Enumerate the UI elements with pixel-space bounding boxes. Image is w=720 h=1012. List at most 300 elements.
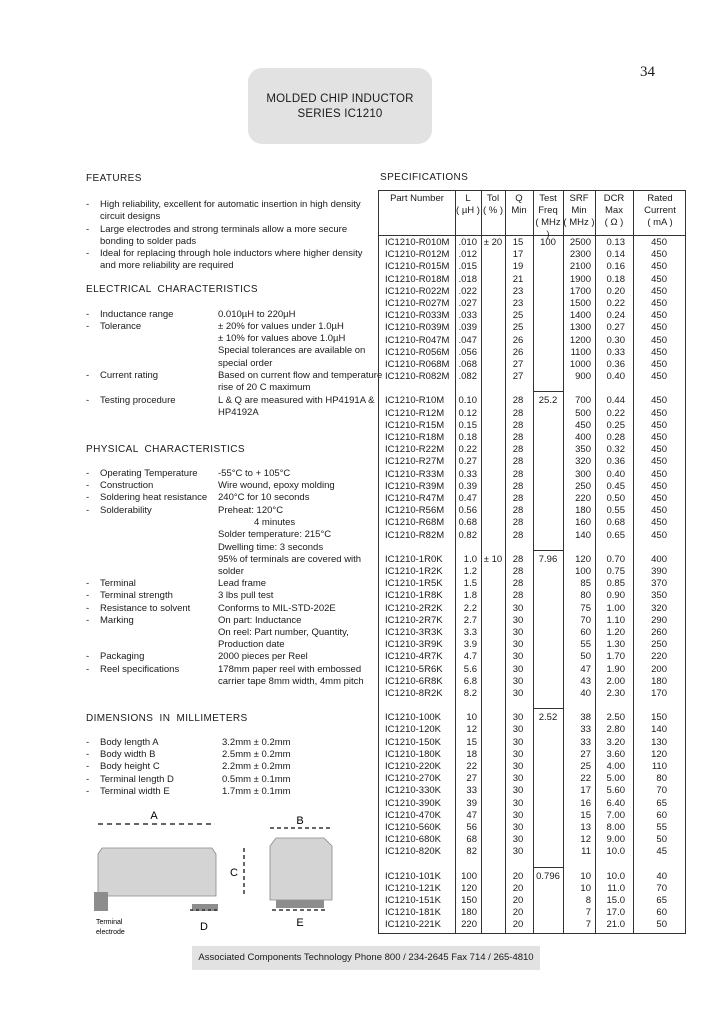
row-value: Conforms to MIL-STD-202E xyxy=(218,603,336,614)
feature-text: High reliability, excellent for automatic insertion in high density xyxy=(100,199,361,210)
bullet-dash: - xyxy=(86,578,90,589)
part-number: IC1210-150K xyxy=(385,736,441,748)
srf-value: 1400 xyxy=(569,310,591,322)
label-d: D xyxy=(200,921,208,933)
inductance-value: .039 xyxy=(458,322,477,334)
row-value: carrier tape 8mm width, 4mm pitch xyxy=(218,676,364,688)
inductance-value: 1.8 xyxy=(463,590,477,602)
q-min-value: 30 xyxy=(512,846,524,858)
part-number: IC1210-R15M xyxy=(385,419,445,431)
bullet-dash: - xyxy=(86,468,90,479)
dcr-value: 0.33 xyxy=(606,346,625,358)
current-value: 450 xyxy=(651,444,667,456)
part-number: IC1210-560K xyxy=(385,822,441,833)
inductance-value: 18 xyxy=(466,748,477,760)
row-label: Inductance range xyxy=(100,309,174,320)
freq-group-divider xyxy=(533,550,563,551)
header-line: Min xyxy=(571,205,587,216)
dcr-value: 0.44 xyxy=(606,395,625,407)
srf-value: 350 xyxy=(575,444,591,456)
row-label: Terminal length D xyxy=(100,774,174,785)
bullet-dash: - xyxy=(86,480,90,491)
q-min-value: 28 xyxy=(512,529,524,541)
srf-value: 100 xyxy=(575,566,591,577)
part-number: IC1210-680K xyxy=(385,834,441,846)
row-value: 0.5mm ± 0.1mm xyxy=(222,774,291,785)
column-header-freq xyxy=(533,193,563,241)
dcr-value: 1.00 xyxy=(606,602,625,614)
current-value: 65 xyxy=(656,895,667,906)
q-min-value: 30 xyxy=(512,663,524,675)
row-label: Resistance to solvent xyxy=(100,603,191,614)
current-value: 70 xyxy=(656,785,667,797)
dcr-value: 0.40 xyxy=(606,371,625,383)
terminal-label-2: electrode xyxy=(96,929,125,936)
part-number: IC1210-101K xyxy=(385,870,441,882)
header-line: Part Number xyxy=(390,193,444,204)
row-value: special order xyxy=(218,357,273,369)
current-value: 450 xyxy=(651,249,667,261)
row-value: L & Q are measured with HP4191A & xyxy=(218,395,375,406)
q-min-value: 25 xyxy=(512,310,524,322)
inductance-value: 1.5 xyxy=(463,578,477,590)
current-value: 450 xyxy=(651,261,667,273)
inductance-value: 0.27 xyxy=(458,456,477,468)
specifications-heading: SPECIFICATIONS xyxy=(380,172,469,183)
feature-text: Ideal for replacing through hole inductors where higher density xyxy=(100,248,363,259)
q-min-value: 28 xyxy=(512,432,524,443)
part-number: IC1210-R015M xyxy=(385,261,450,273)
row-value: 240°C for 10 seconds xyxy=(218,492,310,503)
bullet-dash: - xyxy=(86,786,90,797)
dcr-value: 0.50 xyxy=(606,493,625,504)
inductance-value: 0.33 xyxy=(458,468,477,480)
q-min-value: 23 xyxy=(512,298,524,309)
feature-text: bonding to solder pads xyxy=(100,236,197,248)
feature-item xyxy=(86,224,366,250)
header-line: DCR xyxy=(603,193,625,204)
q-min-value: 30 xyxy=(512,809,524,821)
physical-heading: PHYSICAL CHARACTERISTICS xyxy=(86,444,245,455)
srf-value: 13 xyxy=(580,822,591,833)
row-value: 2.5mm ± 0.2mm xyxy=(222,749,291,760)
current-value: 140 xyxy=(651,724,667,736)
part-number: IC1210-221K xyxy=(385,919,441,931)
part-number: IC1210-1R0K xyxy=(385,553,443,565)
row-label: Construction xyxy=(100,480,154,491)
row-label: Terminal width E xyxy=(100,786,170,797)
spec-row xyxy=(86,492,376,504)
current-value: 350 xyxy=(651,590,667,602)
inductance-value: 33 xyxy=(466,785,477,797)
spec-row xyxy=(86,480,376,492)
part-number: IC1210-121K xyxy=(385,882,441,894)
row-value: Preheat: 120°C xyxy=(218,505,284,516)
srf-value: 40 xyxy=(580,688,591,699)
part-number: IC1210-1R8K xyxy=(385,590,443,602)
current-value: 290 xyxy=(651,614,667,626)
q-min-value: 28 xyxy=(512,480,524,492)
spec-row xyxy=(86,309,376,321)
current-value: 450 xyxy=(651,493,667,504)
electrical-heading: ELECTRICAL CHARACTERISTICS xyxy=(86,284,258,295)
dcr-value: 0.36 xyxy=(606,359,625,370)
current-value: 450 xyxy=(651,298,667,309)
part-number: IC1210-R82M xyxy=(385,529,445,541)
srf-value: 55 xyxy=(580,639,591,651)
srf-value: 180 xyxy=(575,505,591,517)
column-header-cur xyxy=(633,193,687,229)
dcr-value: 1.70 xyxy=(606,651,625,663)
current-value: 450 xyxy=(651,371,667,383)
tolerance-value: ± 20 xyxy=(483,237,503,248)
label-a: A xyxy=(150,810,158,822)
current-value: 70 xyxy=(656,882,667,894)
row-value: rise of 20 C maximum xyxy=(218,382,311,394)
part-number: IC1210-R22M xyxy=(385,444,445,456)
part-number: IC1210-R68M xyxy=(385,517,445,529)
terminal-left xyxy=(94,892,108,906)
dcr-value: 2.50 xyxy=(606,712,625,724)
inductance-value: 22 xyxy=(466,761,477,772)
row-label: Terminal strength xyxy=(100,590,173,601)
q-min-value: 28 xyxy=(512,444,524,456)
inductance-value: 0.39 xyxy=(458,480,477,492)
current-value: 450 xyxy=(651,322,667,334)
q-min-value: 25 xyxy=(512,322,524,334)
feature-text: circuit designs xyxy=(100,211,161,223)
srf-value: 11 xyxy=(581,846,591,858)
inductance-value: 150 xyxy=(461,895,477,906)
row-value: Dwelling time: 3 seconds xyxy=(218,541,324,553)
dcr-value: 0.25 xyxy=(606,419,625,431)
current-value: 450 xyxy=(651,468,667,480)
q-min-value: 30 xyxy=(512,822,524,833)
inductance-value: 8.2 xyxy=(463,688,477,699)
inductance-value: .012 xyxy=(458,249,477,261)
inductance-value: 0.18 xyxy=(458,432,477,443)
dcr-value: 17.0 xyxy=(606,907,625,919)
dcr-value: 3.20 xyxy=(606,736,625,748)
dcr-value: 2.80 xyxy=(606,724,625,736)
part-number: IC1210-3R9K xyxy=(385,639,443,651)
spec-row xyxy=(86,651,376,663)
bullet-dash: - xyxy=(86,505,90,516)
q-min-value: 28 xyxy=(512,395,524,407)
srf-value: 500 xyxy=(575,407,591,419)
current-value: 170 xyxy=(651,688,667,699)
current-value: 450 xyxy=(651,419,667,431)
part-number: IC1210-R068M xyxy=(385,359,450,370)
srf-value: 7 xyxy=(585,907,591,919)
part-number: IC1210-R12M xyxy=(385,407,445,419)
current-value: 220 xyxy=(651,651,667,663)
current-value: 65 xyxy=(656,797,667,809)
current-value: 130 xyxy=(651,736,667,748)
srf-value: 7 xyxy=(585,919,591,931)
part-number: IC1210-R39M xyxy=(385,480,445,492)
bullet-dash: - xyxy=(86,774,90,785)
row-value: 0.010µH to 220µH xyxy=(218,309,296,320)
row-value: Based on current flow and temperature xyxy=(218,370,383,381)
current-value: 260 xyxy=(651,627,667,638)
part-number: IC1210-270K xyxy=(385,773,441,785)
current-value: 450 xyxy=(651,346,667,358)
row-label: Operating Temperature xyxy=(100,468,198,479)
spec-row xyxy=(86,505,376,577)
current-value: 200 xyxy=(651,663,667,675)
q-min-value: 28 xyxy=(512,566,524,577)
feature-text: Large electrodes and strong terminals allow a more secure xyxy=(100,224,348,235)
q-min-value: 26 xyxy=(512,346,524,358)
row-value: -55°C to + 105°C xyxy=(218,468,291,479)
inductance-value: 2.7 xyxy=(463,614,477,626)
q-min-value: 26 xyxy=(512,334,524,346)
part-number: IC1210-R039M xyxy=(385,322,450,334)
srf-value: 700 xyxy=(575,395,591,407)
dcr-value: 10.0 xyxy=(606,870,625,882)
part-number: IC1210-R082M xyxy=(385,371,450,383)
test-freq-value: 2.52 xyxy=(538,712,558,724)
q-min-value: 30 xyxy=(512,675,524,687)
row-value: 95% of terminals are covered with xyxy=(218,553,362,565)
row-value: HP4192A xyxy=(218,407,259,419)
srf-value: 47 xyxy=(580,663,591,675)
row-value: Special tolerances are available on xyxy=(218,345,366,357)
q-min-value: 30 xyxy=(512,602,524,614)
row-value: Production date xyxy=(218,639,285,651)
q-min-value: 30 xyxy=(512,797,524,809)
srf-value: 1500 xyxy=(569,298,591,309)
srf-value: 70 xyxy=(580,614,591,626)
q-min-value: 30 xyxy=(512,724,524,736)
q-min-value: 30 xyxy=(512,614,524,626)
features-heading: FEATURES xyxy=(86,173,142,184)
current-value: 450 xyxy=(651,395,667,407)
part-number: IC1210-R10M xyxy=(385,395,445,407)
spec-row xyxy=(86,603,376,615)
row-label: Body width B xyxy=(100,749,156,760)
current-value: 60 xyxy=(656,809,667,821)
q-min-value: 30 xyxy=(512,651,524,663)
q-min-value: 23 xyxy=(512,285,524,297)
srf-value: 2500 xyxy=(569,237,591,248)
dcr-value: 9.00 xyxy=(606,834,625,846)
row-value: Lead frame xyxy=(218,578,267,589)
spec-row xyxy=(86,737,376,749)
spec-row xyxy=(86,615,376,651)
q-min-value: 28 xyxy=(512,590,524,602)
row-value: ± 10% for values above 1.0µH xyxy=(218,333,346,345)
part-number: IC1210-8R2K xyxy=(385,688,443,699)
part-number: IC1210-330K xyxy=(385,785,441,797)
header-line: SRF xyxy=(569,193,589,204)
current-value: 370 xyxy=(651,578,667,590)
inductance-value: 10 xyxy=(466,712,477,724)
q-min-value: 28 xyxy=(512,578,524,590)
srf-value: 33 xyxy=(580,724,591,736)
dcr-value: 0.20 xyxy=(606,285,625,297)
part-number: IC1210-R18M xyxy=(385,432,445,443)
srf-value: 8 xyxy=(585,895,591,906)
bullet-dash: - xyxy=(86,492,90,503)
row-value: 3.2mm ± 0.2mm xyxy=(222,737,291,748)
inductance-value: 12 xyxy=(466,724,477,736)
inductance-value: 3.3 xyxy=(463,627,477,638)
part-number: IC1210-R33M xyxy=(385,468,445,480)
inductance-value: 27 xyxy=(466,773,477,785)
column-header-dcr xyxy=(595,193,633,229)
dcr-value: 4.00 xyxy=(606,761,625,772)
srf-value: 85 xyxy=(580,578,591,590)
dcr-value: 1.10 xyxy=(606,614,625,626)
test-freq-value: 100 xyxy=(540,237,556,248)
part-number: IC1210-220K xyxy=(385,761,441,772)
spec-row xyxy=(86,774,376,786)
row-value: 2000 pieces per Reel xyxy=(218,651,308,662)
row-value: Solder temperature: 215°C xyxy=(218,529,332,541)
title-line-1: MOLDED CHIP INDUCTOR xyxy=(266,93,414,105)
freq-group-divider xyxy=(533,391,563,392)
inductance-value: 39 xyxy=(466,797,477,809)
inductance-value: 82 xyxy=(466,846,477,858)
dcr-value: 0.16 xyxy=(606,261,625,273)
row-value: Wire wound, epoxy molding xyxy=(218,480,335,491)
dcr-value: 2.00 xyxy=(606,675,625,687)
srf-value: 320 xyxy=(575,456,591,468)
current-value: 150 xyxy=(651,712,667,724)
label-b: B xyxy=(296,815,304,827)
q-min-value: 30 xyxy=(512,834,524,846)
dcr-value: 0.18 xyxy=(606,273,625,285)
q-min-value: 19 xyxy=(512,261,524,273)
row-value: 2.2mm ± 0.2mm xyxy=(222,761,291,772)
specifications-table xyxy=(378,190,686,934)
bullet-dash: - xyxy=(86,395,90,406)
row-value: 178mm paper reel with embossed xyxy=(218,664,362,675)
dcr-value: 0.22 xyxy=(606,298,625,309)
current-value: 180 xyxy=(651,675,667,687)
part-number: IC1210-2R7K xyxy=(385,614,443,626)
srf-value: 16 xyxy=(580,797,591,809)
srf-value: 17 xyxy=(580,785,591,797)
q-min-value: 30 xyxy=(512,627,524,638)
q-min-value: 28 xyxy=(512,517,524,529)
dcr-value: 0.22 xyxy=(606,407,625,419)
q-min-value: 20 xyxy=(512,870,524,882)
part-number: IC1210-120K xyxy=(385,724,441,736)
part-number: IC1210-151K xyxy=(385,895,441,906)
bullet-dash: - xyxy=(86,224,90,235)
current-value: 450 xyxy=(651,517,667,529)
part-number: IC1210-820K xyxy=(385,846,441,858)
feature-text: and more reliability are required xyxy=(100,260,234,272)
inductance-value: 0.68 xyxy=(458,517,477,529)
column-header-tol xyxy=(481,193,505,217)
srf-value: 120 xyxy=(575,553,591,565)
dcr-value: 11.0 xyxy=(607,882,625,894)
row-label: Terminal xyxy=(100,578,136,589)
q-min-value: 15 xyxy=(512,237,524,248)
header-line: Tol xyxy=(486,193,500,204)
dcr-value: 0.27 xyxy=(606,322,625,334)
row-value: 3 lbs pull test xyxy=(218,590,274,601)
current-value: 80 xyxy=(656,773,667,785)
row-label: Tolerance xyxy=(100,321,142,332)
part-number: IC1210-R56M xyxy=(385,505,445,517)
q-min-value: 30 xyxy=(512,773,524,785)
part-number: IC1210-R047M xyxy=(385,334,450,346)
dcr-value: 0.32 xyxy=(606,444,625,456)
row-label: Packaging xyxy=(100,651,145,662)
spec-row xyxy=(86,395,376,419)
part-number: IC1210-100K xyxy=(385,712,441,724)
current-value: 60 xyxy=(656,907,667,919)
current-value: 450 xyxy=(651,407,667,419)
dcr-value: 7.00 xyxy=(606,809,625,821)
inductance-value: .015 xyxy=(458,261,477,273)
current-value: 450 xyxy=(651,334,667,346)
inductance-value: .056 xyxy=(458,346,477,358)
srf-value: 10 xyxy=(580,870,591,882)
part-number: IC1210-181K xyxy=(385,907,441,919)
row-value: solder xyxy=(218,566,244,577)
q-min-value: 17 xyxy=(512,249,524,261)
q-min-value: 30 xyxy=(512,688,524,699)
inductance-value: 0.47 xyxy=(458,493,477,504)
inductance-value: 0.15 xyxy=(458,419,477,431)
dcr-value: 10.0 xyxy=(606,846,625,858)
header-line: Max xyxy=(605,205,623,216)
q-min-value: 20 xyxy=(512,907,524,919)
dcr-value: 6.40 xyxy=(606,797,625,809)
q-min-value: 28 xyxy=(512,505,524,517)
inductance-value: .068 xyxy=(458,359,477,370)
title-box xyxy=(248,68,432,144)
terminal-label-1: Terminal xyxy=(96,919,123,926)
header-line: ( MHz ) xyxy=(535,217,561,240)
q-min-value: 20 xyxy=(512,919,524,931)
srf-value: 38 xyxy=(580,712,591,724)
spec-row xyxy=(86,664,376,688)
dimension-drawing xyxy=(84,800,354,940)
inductance-value: 120 xyxy=(461,882,477,894)
inductance-value: 180 xyxy=(461,907,477,919)
dcr-value: 15.0 xyxy=(606,895,625,906)
dcr-value: 5.60 xyxy=(606,785,625,797)
dcr-value: 1.20 xyxy=(606,627,625,638)
q-min-value: 28 xyxy=(512,493,524,504)
row-value: On reel: Part number, Quantity, xyxy=(218,627,349,639)
inductance-value: 3.9 xyxy=(463,639,477,651)
inductance-value: 0.10 xyxy=(458,395,477,407)
header-line: ( % ) xyxy=(482,205,504,216)
bullet-dash: - xyxy=(86,761,90,772)
q-min-value: 30 xyxy=(512,748,524,760)
dcr-value: 0.75 xyxy=(606,566,625,577)
srf-value: 160 xyxy=(575,517,591,529)
test-freq-value: 7.96 xyxy=(538,553,558,565)
inductance-value: 47 xyxy=(466,809,477,821)
terminal-end xyxy=(276,900,324,908)
inductance-value: 1.2 xyxy=(463,566,477,577)
bullet-dash: - xyxy=(86,603,90,614)
row-value: 4 minutes xyxy=(254,517,296,529)
dcr-value: 0.40 xyxy=(606,468,625,480)
current-value: 450 xyxy=(651,432,667,443)
q-min-value: 28 xyxy=(512,468,524,480)
current-value: 120 xyxy=(651,748,667,760)
